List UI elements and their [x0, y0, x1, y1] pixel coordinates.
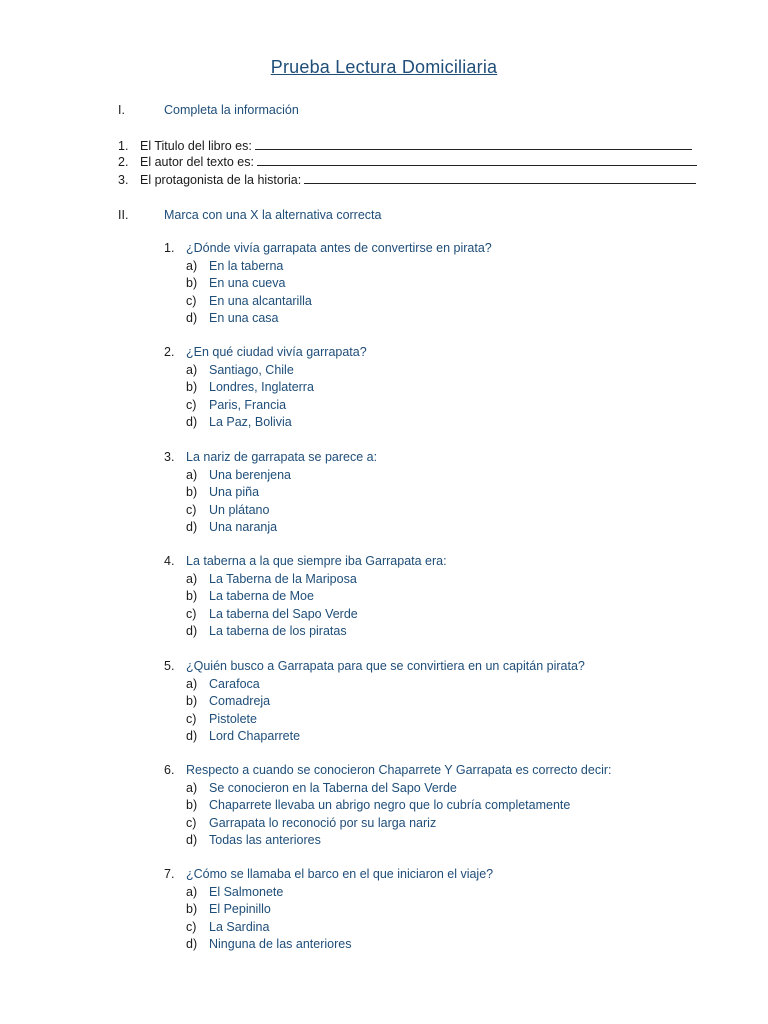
- info-item-number: 2.: [118, 155, 129, 169]
- option-text: Chaparrete llevaba un abrigo negro que lo cubría completamente: [209, 798, 571, 812]
- question-text: ¿Quién busco a Garrapata para que se convirtiera en un capitán pirata?: [186, 659, 585, 673]
- option-text: La Taberna de la Mariposa: [209, 571, 357, 586]
- option-letter: a): [186, 467, 198, 482]
- section-1-title: Completa la información: [164, 103, 299, 117]
- option-letter: d): [186, 937, 198, 951]
- option-text: Un plátano: [209, 502, 270, 517]
- option-letter: d): [186, 415, 198, 429]
- option-letter: a): [186, 571, 198, 586]
- question-number: 3.: [164, 450, 175, 464]
- section-1-numeral: I.: [118, 103, 125, 117]
- option-text: Santiago, Chile: [209, 362, 294, 377]
- question-number: 7.: [164, 867, 175, 881]
- answer-line[interactable]: [255, 138, 692, 150]
- option-text: En una casa: [209, 311, 279, 325]
- option-letter: c): [186, 606, 197, 621]
- option-text: El Salmonete: [209, 884, 284, 899]
- option-letter: c): [186, 815, 197, 830]
- option-text: Garrapata lo reconoció por su larga nariz: [209, 815, 437, 830]
- option-text: Ninguna de las anteriores: [209, 937, 352, 951]
- question-number: 1.: [164, 241, 175, 255]
- option-text: Una piña: [209, 485, 260, 499]
- option-letter: b): [186, 902, 198, 916]
- option-letter: d): [186, 833, 198, 847]
- info-item-label: El autor del texto es:: [140, 155, 254, 169]
- option-text: Carafoca: [209, 676, 260, 691]
- option-letter: b): [186, 276, 198, 290]
- section-2-title: Marca con una X la alternativa correcta: [164, 208, 382, 222]
- option-letter: a): [186, 258, 198, 273]
- info-item: [118, 171, 696, 189]
- option-letter: b): [186, 798, 198, 812]
- option-text: En una cueva: [209, 276, 286, 290]
- option-text: Una berenjena: [209, 467, 292, 482]
- page-title: Prueba Lectura Domiciliaria: [270, 57, 498, 77]
- option-letter: b): [186, 589, 198, 603]
- option-letter: a): [186, 780, 198, 795]
- option-text: Comadreja: [209, 694, 271, 708]
- option-letter: d): [186, 520, 198, 534]
- info-item-number: 1.: [118, 139, 129, 153]
- option-letter: b): [186, 380, 198, 394]
- question-text: ¿En qué ciudad vivía garrapata?: [186, 345, 367, 359]
- info-item-number: 3.: [118, 173, 129, 187]
- option-text: Todas las anteriores: [209, 833, 321, 847]
- option-text: La Paz, Bolivia: [209, 415, 292, 429]
- option-text: La taberna del Sapo Verde: [209, 606, 358, 621]
- option-text: Una naranja: [209, 520, 278, 534]
- option-letter: a): [186, 884, 198, 899]
- option-text: La taberna de los piratas: [209, 624, 347, 638]
- option-letter: b): [186, 485, 198, 499]
- option-text: En la taberna: [209, 258, 284, 273]
- option-text: Paris, Francia: [209, 397, 287, 412]
- option-letter: c): [186, 293, 197, 308]
- option-text: En una alcantarilla: [209, 293, 312, 308]
- option-letter: c): [186, 502, 197, 517]
- option-text: Pistolete: [209, 711, 257, 726]
- question-number: 2.: [164, 345, 175, 359]
- option-letter: d): [186, 624, 198, 638]
- section-2-numeral: II.: [118, 208, 129, 222]
- option-letter: d): [186, 729, 198, 743]
- question-number: 4.: [164, 554, 175, 568]
- option-text: Lord Chaparrete: [209, 729, 301, 743]
- answer-line[interactable]: [257, 154, 697, 166]
- question-text: La nariz de garrapata se parece a:: [186, 450, 378, 464]
- answer-line[interactable]: [304, 172, 696, 184]
- option-text: El Pepinillo: [209, 902, 271, 916]
- question-number: 6.: [164, 763, 175, 777]
- question-text: La taberna a la que siempre iba Garrapata era:: [186, 554, 447, 568]
- option-letter: b): [186, 694, 198, 708]
- option-text: La Sardina: [209, 919, 270, 934]
- option-letter: c): [186, 711, 197, 726]
- option-text: Londres, Inglaterra: [209, 380, 314, 394]
- option-text: La taberna de Moe: [209, 589, 314, 603]
- option-letter: c): [186, 397, 197, 412]
- option-letter: a): [186, 362, 198, 377]
- option-text: Se conocieron en la Taberna del Sapo Verde: [209, 780, 457, 795]
- question-number: 5.: [164, 659, 175, 673]
- info-item: [118, 153, 697, 171]
- info-item-label: El Titulo del libro es:: [140, 139, 252, 153]
- option-letter: d): [186, 311, 198, 325]
- question-text: Respecto a cuando se conocieron Chaparrete Y Garrapata es correcto decir:: [186, 763, 612, 777]
- question-text: ¿Dónde vivía garrapata antes de convertirse en pirata?: [186, 241, 492, 255]
- option-letter: c): [186, 919, 197, 934]
- info-item-label: El protagonista de la historia:: [140, 173, 302, 187]
- option-letter: a): [186, 676, 198, 691]
- question-text: ¿Cómo se llamaba el barco en el que iniciaron el viaje?: [186, 867, 494, 881]
